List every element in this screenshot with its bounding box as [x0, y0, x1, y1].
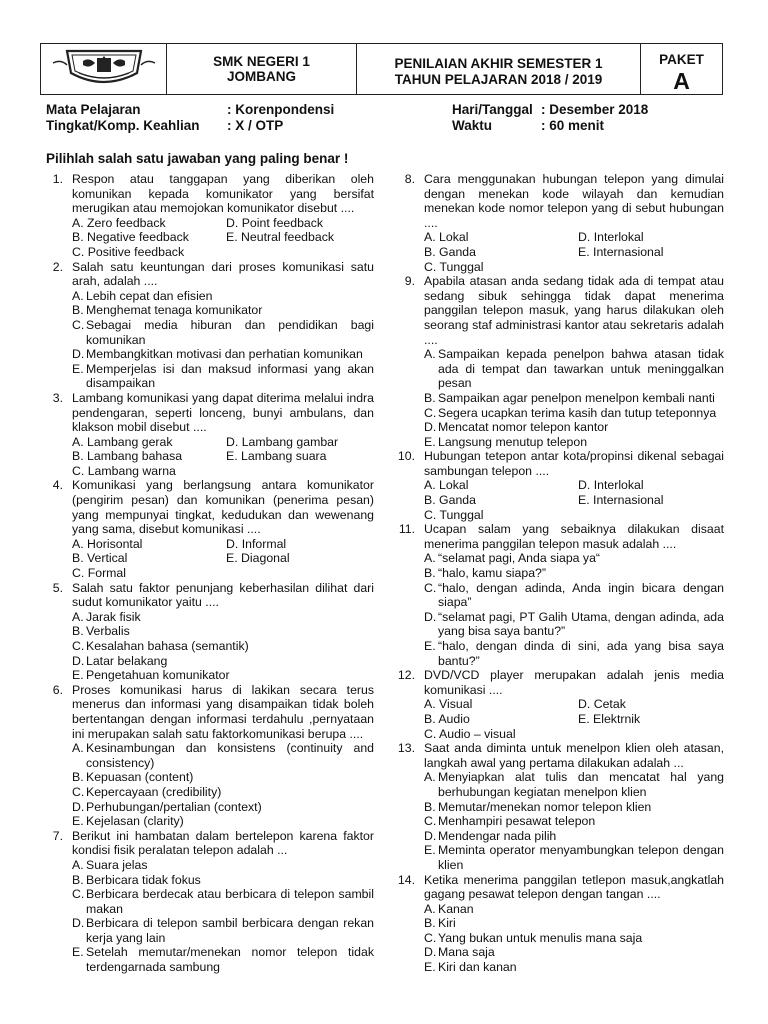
exam-title: PENILAIAN AKHIR SEMESTER 1 — [394, 56, 603, 71]
school-name: SMK NEGERI 1 — [213, 54, 310, 69]
option: B. Vertical — [72, 551, 128, 566]
option-text: Jarak fisik — [86, 609, 141, 624]
question-number: 7. — [52, 828, 63, 843]
option-text: Segera ucapkan terima kasih dan tutup teteponnya — [438, 405, 717, 420]
option-text: “halo, dengan adinda, Anda ingin bicara dengan siapa” — [438, 580, 724, 610]
header-table — [40, 43, 723, 95]
option-text: Mendengar nada pilih — [438, 828, 557, 843]
question-item — [44, 683, 374, 829]
question-text: Hubungan tetepon antar kota/propinsi dikenal sebagai sambungan telepon .... — [424, 449, 724, 478]
option-letter: E. — [72, 945, 84, 960]
option-letter: C. — [72, 887, 85, 902]
option-text: Yang bukan untuk menulis mana saja — [438, 930, 643, 945]
instruction: Pilihlah salah satu jawaban yang paling benar ! — [46, 151, 349, 166]
option-letter: B. — [72, 624, 84, 639]
question-text: Cara menggunakan hubungan telepon yang dimulai dengan menekan kode wilayah dan kemudian menekan kode nomor telepon yang di sebut hubungan .... — [424, 172, 724, 230]
option: D. Interlokal — [578, 478, 644, 493]
option-text: Latar belakang — [86, 653, 168, 668]
option-text: Kejelasan (clarity) — [86, 814, 184, 829]
option: E. Lambang suara — [226, 449, 327, 464]
option: D. Informal — [226, 536, 287, 551]
question-text: Berikut ini hambatan dalam bertelepon karena faktor kondisi fisik peralatan telepon adalah ... — [72, 828, 374, 858]
option: D. Interlokal — [578, 230, 644, 245]
option-text: Membangkitkan motivasi dan perhatian komunikan — [86, 347, 363, 362]
option-text: Setelah memutar/menekan nomor telepon tidak terdengarnada sambung — [86, 945, 374, 975]
option: A. Visual — [424, 697, 473, 712]
option-letter: B. — [72, 872, 84, 887]
question-text: Respon atau tanggapan yang diberikan oleh komunikan kepada komunikator yang bersifat merugikan atau memojokan komunikator disebut .... — [72, 172, 374, 216]
paket-label: PAKET — [659, 52, 704, 67]
question-number: 13. — [397, 741, 415, 756]
question-item — [396, 274, 724, 449]
option: A. Lambang gerak — [72, 434, 173, 449]
question-number: 3. — [52, 390, 63, 405]
option-letter: B. — [424, 390, 436, 405]
option: E. Elektrnik — [578, 711, 641, 726]
option: C. Audio – visual — [424, 726, 516, 741]
option-text: “halo, dengan dinda di sini, ada yang bisa saya bantu?” — [438, 639, 724, 668]
question-number: 4. — [52, 478, 63, 493]
question-text: Ketika menerima panggilan tetlepon masuk,angkatlah gagang pesawat telepon dengan tangan .... — [424, 872, 724, 902]
question-text: Salah satu faktor penunjang keberhasilan dilihat dari sudut komunikator yaitu .... — [72, 580, 374, 610]
option-text: Kesalahan bahasa (semantik) — [86, 639, 249, 653]
question-text: Salah satu keuntungan dari proses komunikasi satu arah, adalah .... — [72, 259, 374, 289]
option-text: Kepuasan (content) — [86, 770, 194, 785]
option-letter: D. — [72, 347, 85, 362]
question-item — [396, 741, 724, 872]
option-text: Kanan — [438, 901, 474, 916]
question-number: 2. — [52, 259, 63, 274]
option-letter: A. — [72, 288, 84, 303]
option: E. Neutral feedback — [226, 230, 335, 245]
question-item — [44, 260, 374, 391]
question-item — [44, 391, 374, 479]
option: A. Zero feedback — [72, 215, 166, 230]
option-letter: A. — [424, 551, 436, 566]
question-number: 6. — [52, 682, 63, 697]
option-letter: D. — [424, 828, 437, 843]
option: B. Ganda — [424, 493, 476, 508]
paket-value: A — [673, 68, 690, 94]
option-text: Meminta operator menyambungkan telepon dengan klien — [438, 843, 724, 872]
option-text: Suara jelas — [86, 857, 148, 872]
option-text: Berbicara tidak fokus — [86, 872, 201, 887]
option-text: Menhampiri pesawat telepon — [438, 814, 596, 829]
option-letter: D. — [72, 653, 85, 668]
option: A. Lokal — [424, 230, 469, 245]
question-text: Proses komunikasi harus di lakikan secara terus menerus dan informasi yang disampaikan tidak boleh bertentangan dengan informasi terdahulu ,pernyataan ini merupakan salah satu faktorkomunikasi berupa .... — [72, 682, 374, 741]
option-letter: B. — [72, 770, 84, 785]
option: E. Diagonal — [226, 551, 290, 566]
option-letter: E. — [424, 639, 436, 653]
option-text: Kiri dan kanan — [438, 960, 517, 975]
option-text: Memperjelas isi dan maksud informasi yang akan disampaikan — [86, 361, 374, 391]
option-letter: A. — [72, 609, 84, 624]
option: D. Cetak — [578, 697, 626, 712]
option-text: Mana saja — [438, 945, 495, 960]
option: C. Tunggal — [424, 259, 484, 274]
grade-value: : X / OTP — [227, 118, 284, 133]
option-text: Langsung menutup telepon — [438, 434, 588, 449]
option-letter: C. — [72, 639, 85, 653]
option-text: Menyiapkan alat tulis dan mencatat hal yang berhubungan kegiatan menelpon klien — [438, 770, 724, 799]
option-text: Kiri — [438, 916, 456, 931]
question-number: 5. — [52, 580, 63, 595]
option-letter: A. — [72, 857, 84, 872]
questions-right-column — [396, 172, 724, 975]
question-item — [396, 668, 724, 741]
option: C. Lambang warna — [72, 463, 176, 478]
question-item — [44, 172, 374, 260]
option-letter: E. — [72, 814, 84, 829]
option-text: Pengetahuan komunikator — [86, 668, 230, 683]
school-city: JOMBANG — [226, 69, 296, 84]
question-text: Apabila atasan anda sedang tidak ada di tempat atau sedang sibuk sehingga tidak dapat menerima panggilan telepon masuk, yang harus dilakukan oleh seorang staf administrasi kantor atau sekretaris adalah .... — [424, 274, 724, 347]
option: B. Lambang bahasa — [72, 449, 183, 464]
option-text: Sebagai media hiburan dan pendidikan bagi komunikan — [86, 317, 374, 347]
option-text: Verbalis — [86, 624, 130, 639]
option-text: “halo, kamu siapa?” — [438, 566, 546, 581]
option: C. Tunggal — [424, 507, 484, 522]
option-text: “selamat pagi, Anda siapa ya“ — [438, 551, 601, 566]
option-letter: E. — [424, 960, 436, 975]
option-text: Menghemat tenaga komunikator — [86, 303, 263, 318]
option-text: “selamat pagi, PT Galih Utama, dengan adinda, ada yang bisa saya bantu?” — [438, 609, 724, 639]
option-text: Memutar/menekan nomor telepon klien — [438, 799, 652, 814]
option-text: Mencatat nomor telepon kantor — [438, 420, 609, 435]
option: A. Lokal — [424, 478, 469, 493]
question-number: 10. — [397, 449, 415, 464]
option-letter: D. — [424, 420, 437, 435]
option-letter: E. — [424, 843, 436, 858]
date-value: : Desember 2018 — [541, 102, 649, 117]
school-emblem-icon — [49, 47, 159, 91]
question-item — [396, 172, 724, 274]
option-letter: D. — [72, 799, 85, 814]
school-cell — [166, 44, 356, 94]
option-text: Kesinambungan dan konsistens (continuity and consistency) — [86, 741, 374, 770]
grade-label: Tingkat/Komp. Keahlian — [46, 118, 200, 133]
subject-label: Mata Pelajaran — [46, 102, 141, 117]
question-item — [396, 873, 724, 975]
option-text: Perhubungan/pertalian (context) — [86, 799, 262, 814]
option-letter: A. — [424, 347, 436, 362]
option-letter: C. — [72, 317, 85, 332]
option-text: Berbicara berdecak atau berbicara di telepon sambil makan — [86, 887, 374, 916]
option-text: Berbicara di telepon sambil berbicara dengan rekan kerja yang lain — [86, 916, 374, 945]
logo-cell — [41, 44, 166, 94]
question-text: Lambang komunikasi yang dapat diterima melalui indra pendengaran, seperti lonceng, bunyi ambulans, dan klakson mobil disebut .... — [72, 390, 374, 435]
option: D. Point feedback — [226, 215, 324, 230]
question-text: Komunikasi yang berlangsung antara komunikator (pengirim pesan) dan komunikan (penerima pesan) yang mempunyai tingkat, kedudukan dan wewenang yang sama, disebut komunikasi .... — [72, 478, 374, 537]
option: E. Internasional — [578, 244, 664, 259]
option: A. Horisontal — [72, 536, 143, 551]
exam-cell — [356, 44, 640, 94]
option-letter: C. — [424, 814, 437, 829]
exam-year: TAHUN PELAJARAN 2018 / 2019 — [394, 72, 603, 87]
option-text: Kepercayaan (credibility) — [86, 784, 222, 799]
question-text: Saat anda diminta untuk menelpon klien oleh atasan, langkah awal yang pertama dilakukan adalah ... — [424, 741, 724, 770]
option: E. Internasional — [578, 493, 664, 508]
option-letter: A. — [72, 741, 84, 756]
option-letter: B. — [424, 566, 436, 581]
question-item — [44, 581, 374, 683]
option: B. Negative feedback — [72, 230, 189, 245]
option-letter: B. — [424, 799, 436, 814]
option-letter: A. — [424, 901, 436, 916]
option: B. Ganda — [424, 244, 476, 259]
date-label: Hari/Tanggal — [452, 102, 533, 117]
question-item — [44, 829, 374, 975]
question-item — [396, 449, 724, 522]
option-letter: B. — [72, 303, 84, 318]
question-number: 8. — [404, 172, 415, 186]
time-label: Waktu — [452, 118, 492, 133]
option: D. Lambang gambar — [226, 434, 339, 449]
option-letter: B. — [424, 916, 436, 931]
option-letter: D. — [424, 945, 437, 960]
paket-cell — [640, 44, 722, 94]
option-letter: E. — [72, 361, 84, 376]
option-letter: E. — [72, 668, 84, 683]
option-text: Sampaikan agar penelpon menelpon kembali nanti — [438, 390, 715, 405]
question-number: 9. — [404, 274, 415, 289]
question-item — [44, 478, 374, 580]
time-value: : 60 menit — [541, 118, 605, 133]
option-letter: C. — [424, 930, 437, 945]
option-letter: C. — [424, 405, 437, 420]
option: B. Audio — [424, 711, 470, 726]
option: C. Positive feedback — [72, 244, 185, 259]
question-item — [396, 522, 724, 668]
option-letter: E. — [424, 434, 436, 449]
question-text: DVD/VCD player merupakan adalah jenis media komunikasi .... — [424, 668, 724, 697]
option-text: Sampaikan kepada penelpon bahwa atasan tidak ada di tempat dan tawarkan untuk meninggalkan pesan — [438, 347, 724, 391]
option: C. Formal — [72, 566, 126, 581]
question-number: 14. — [397, 872, 415, 887]
option-text: Lebih cepat dan efisien — [86, 288, 213, 303]
question-number: 11. — [398, 522, 415, 537]
question-number: 1. — [52, 172, 63, 186]
option-letter: D. — [72, 916, 85, 931]
question-number: 12. — [397, 668, 415, 683]
questions-left-column — [44, 172, 374, 975]
option-letter: A. — [424, 770, 436, 785]
option-letter: D. — [424, 609, 437, 624]
question-text: Ucapan salam yang sebaiknya dilakukan disaat menerima panggilan telepon masuk adalah .... — [424, 522, 724, 551]
subject-value: : Korenpondensi — [227, 102, 335, 117]
option-letter: C. — [424, 580, 437, 595]
option-letter: C. — [72, 784, 85, 799]
